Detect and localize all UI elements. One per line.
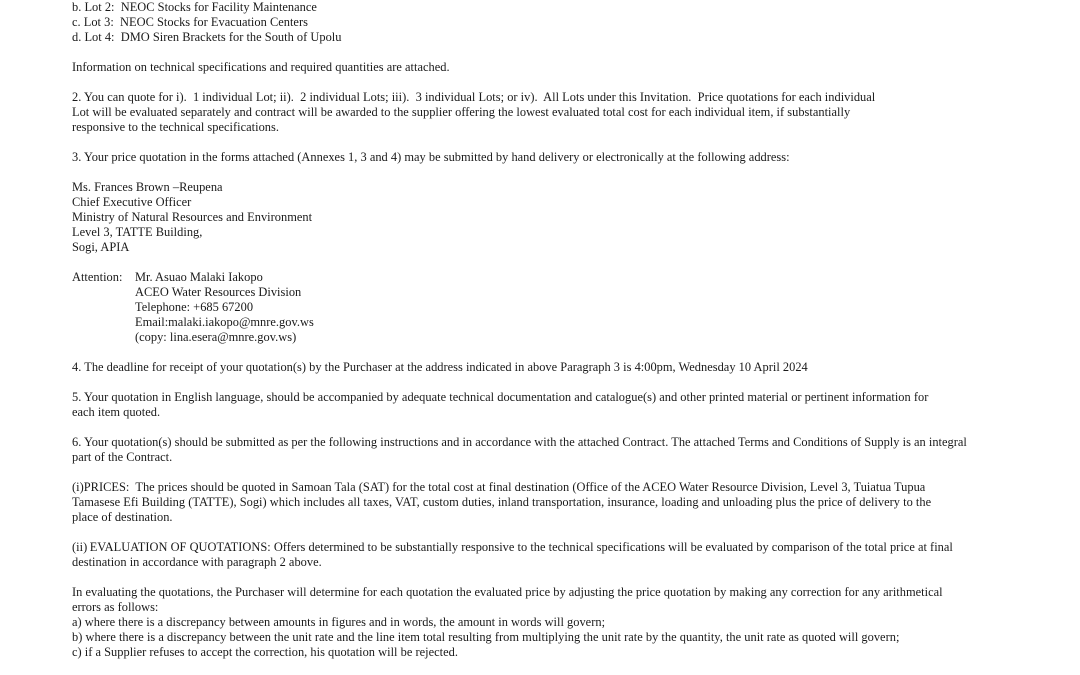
prices-line: Tamasese Efi Building (TATTE), Sogi) which includes all taxes, VAT, custom duties, inland transportation, insurance, loading and unloading plus the price of delivery to the [72,495,932,509]
attention-label: Attention: [72,270,123,284]
prices-line: place of destination. [72,510,173,524]
para6-line: part of the Contract. [72,450,173,464]
lot-item: d. Lot 4: DMO Siren Brackets for the South of Upolu [72,30,342,44]
para2-line: Lot will be evaluated separately and contract will be awarded to the supplier offering the lowest evaluated total cost for each individual item, if substantially [72,105,851,119]
correction-rule: b) where there is a discrepancy between the unit rate and the line item total resulting from multiplying the unit rate by the quantity, the unit rate as quoted will govern; [72,630,900,644]
correction-rule: a) where there is a discrepancy between amounts in figures and in words, the amount in words will govern; [72,615,606,629]
attention-line: Mr. Asuao Malaki Iakopo [135,270,263,284]
evaluation-line: destination in accordance with paragraph 2 above. [72,555,322,569]
evaluating-line: errors as follows: [72,600,159,614]
lot-item: c. Lot 3: NEOC Stocks for Evacuation Centers [72,15,308,29]
para3-line: 3. Your price quotation in the forms attached (Annexes 1, 3 and 4) may be submitted by hand delivery or electronically at the following address: [72,150,790,164]
lot-item: b. Lot 2: NEOC Stocks for Facility Maintenance [72,0,317,14]
address-line: Sogi, APIA [72,240,130,254]
attention-line: Telephone: +685 67200 [135,300,254,314]
info-line: Information on technical specifications and required quantities are attached. [72,60,450,74]
prices-line: (i)PRICES: The prices should be quoted in Samoan Tala (SAT) for the total cost at final destination (Office of the ACEO Water Resource Division, Level 3, Tuiatua Tupua [72,480,926,494]
correction-rule: c) if a Supplier refuses to accept the correction, his quotation will be rejected. [72,645,458,659]
para4-line: 4. The deadline for receipt of your quotation(s) by the Purchaser at the address indicated in above Paragraph 3 is 4:00pm, Wednesday 10 April 2024 [72,360,808,374]
evaluation-line: (ii) EVALUATION OF QUOTATIONS: Offers determined to be substantially responsive to the technical specifications will be evaluated by comparison of the total price at final [72,540,953,554]
attention-line: ACEO Water Resources Division [135,285,302,299]
para5-line: 5. Your quotation in English language, should be accompanied by adequate technical documentation and catalogue(s) and other printed material or pertinent information for [72,390,929,404]
para2-line: 2. You can quote for i). 1 individual Lot; ii). 2 individual Lots; iii). 3 individual Lots; or iv). All Lots under this Invitation. Price quotations for each individual [72,90,876,104]
address-line: Ms. Frances Brown –Reupena [72,180,223,194]
para6-line: 6. Your quotation(s) should be submitted as per the following instructions and in accordance with the attached Contract. The attached Terms and Conditions of Supply is an integral [72,435,967,449]
address-line: Ministry of Natural Resources and Environment [72,210,313,224]
address-line: Chief Executive Officer [72,195,192,209]
para2-line: responsive to the technical specifications. [72,120,279,134]
para5-line: each item quoted. [72,405,161,419]
address-line: Level 3, TATTE Building, [72,225,203,239]
evaluating-line: In evaluating the quotations, the Purchaser will determine for each quotation the evaluated price by adjusting the price quotation by making any correction for any arithmetical [72,585,943,599]
attention-email: Email:malaki.iakopo@mnre.gov.ws [135,315,314,329]
attention-copy-email: (copy: lina.esera@mnre.gov.ws) [135,330,297,344]
